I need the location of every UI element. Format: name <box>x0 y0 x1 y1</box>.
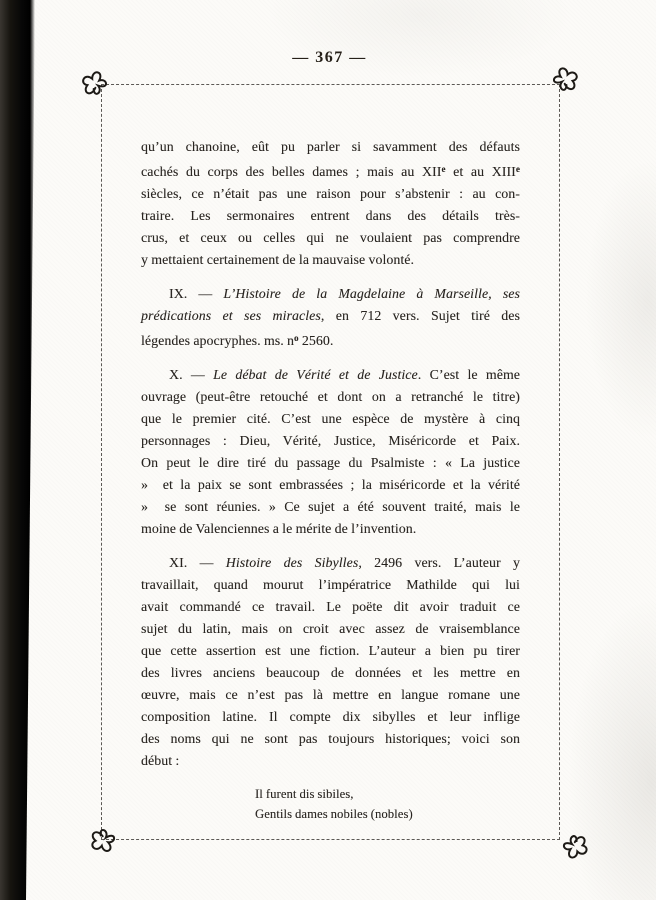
text-line: qu’un chanoine, eût pu parler si savamment des défauts <box>141 139 520 154</box>
paragraphs <box>141 136 520 772</box>
verse-line: Il furent dis sibiles, <box>255 787 354 801</box>
page-number: — 367 — <box>292 49 367 66</box>
text-line: ouvrage (peut-être retouché et dont on a retranché le titre) <box>141 389 520 404</box>
text-line: travaillait, quand mourut l’impératrice Mathilde qui lui <box>141 577 520 592</box>
text-line: personnages : Dieu, Vérité, Justice, Miséricorde et Paix. <box>141 433 520 448</box>
text-line: moine de Valenciennes a le mérite de l’invention. <box>141 521 417 536</box>
text-line: des noms qui ne sont pas toujours historiques; voici son <box>141 731 520 746</box>
corner-flourish-icon <box>87 823 120 856</box>
text-line: y mettaient certainement de la mauvaise volonté. <box>141 252 415 267</box>
text-block <box>141 136 520 824</box>
paragraph <box>141 552 520 772</box>
text-line: » se sont réunies. » Ce sujet a été souvent traité, mais le <box>141 499 520 514</box>
text-line: légendes apocryphes. ms. $n^o$ 2560. <box>141 333 334 348</box>
text-line: X. — Le débat de Vérité et de Justice. C’est le même <box>169 367 521 382</box>
text-line: XI. — Histoire des Sibylles, 2496 vers. L’auteur y <box>169 555 520 570</box>
scan-gutter-bar <box>0 0 35 900</box>
text-line: composition latine. Il compte dix sibylles et leur inflige <box>141 709 520 724</box>
text-line: avait commandé ce travail. Le poëte dit avoir traduit ce <box>141 599 520 614</box>
corner-flourish-icon <box>559 829 591 861</box>
text-line: que cette assertion est une fiction. L’auteur a bien pu tirer <box>141 643 520 658</box>
text-line: cachés du corps des belles dames ; mais au XIIe et au XIIIe <box>141 164 520 179</box>
paragraph <box>141 136 520 271</box>
text-line: des livres anciens beaucoup de données et les mettre en <box>141 665 520 680</box>
verse-line: Gentils dames nobiles (nobles) <box>255 807 413 821</box>
corner-flourish-icon <box>78 68 112 102</box>
text-line: prédications et ses miracles, en 712 vers. Sujet tiré des <box>141 308 520 323</box>
text-line: crus, et ceux ou celles qui ne voulaient pas comprendre <box>141 230 520 245</box>
corner-flourish-icon <box>549 65 582 98</box>
text-line: sujet du latin, mais on croit avec assez de vraisemblance <box>141 621 520 636</box>
text-line: » et la paix se sont embrassées ; la miséricorde et la vérité <box>141 477 520 492</box>
paragraph <box>141 283 520 352</box>
text-line: œuvre, mais ce n’est pas là mettre en langue romane une <box>141 687 520 702</box>
text-line: IX. — L’Histoire de la Magdelaine à Marseille, ses <box>169 286 520 301</box>
text-line: début : <box>141 753 180 768</box>
verse-block <box>255 784 520 824</box>
paragraph <box>141 364 520 540</box>
text-line: On peut le dire tiré du passage du Psalmiste : « La justice <box>141 455 520 470</box>
text-line: siècles, ce n’était pas une raison pour s’abstenir : au con- <box>141 186 520 201</box>
text-line: traire. Les sermonaires entrent dans des détails très- <box>141 208 520 223</box>
text-line: que le premier cité. C’est une espèce de mystère à cinq <box>141 411 520 426</box>
